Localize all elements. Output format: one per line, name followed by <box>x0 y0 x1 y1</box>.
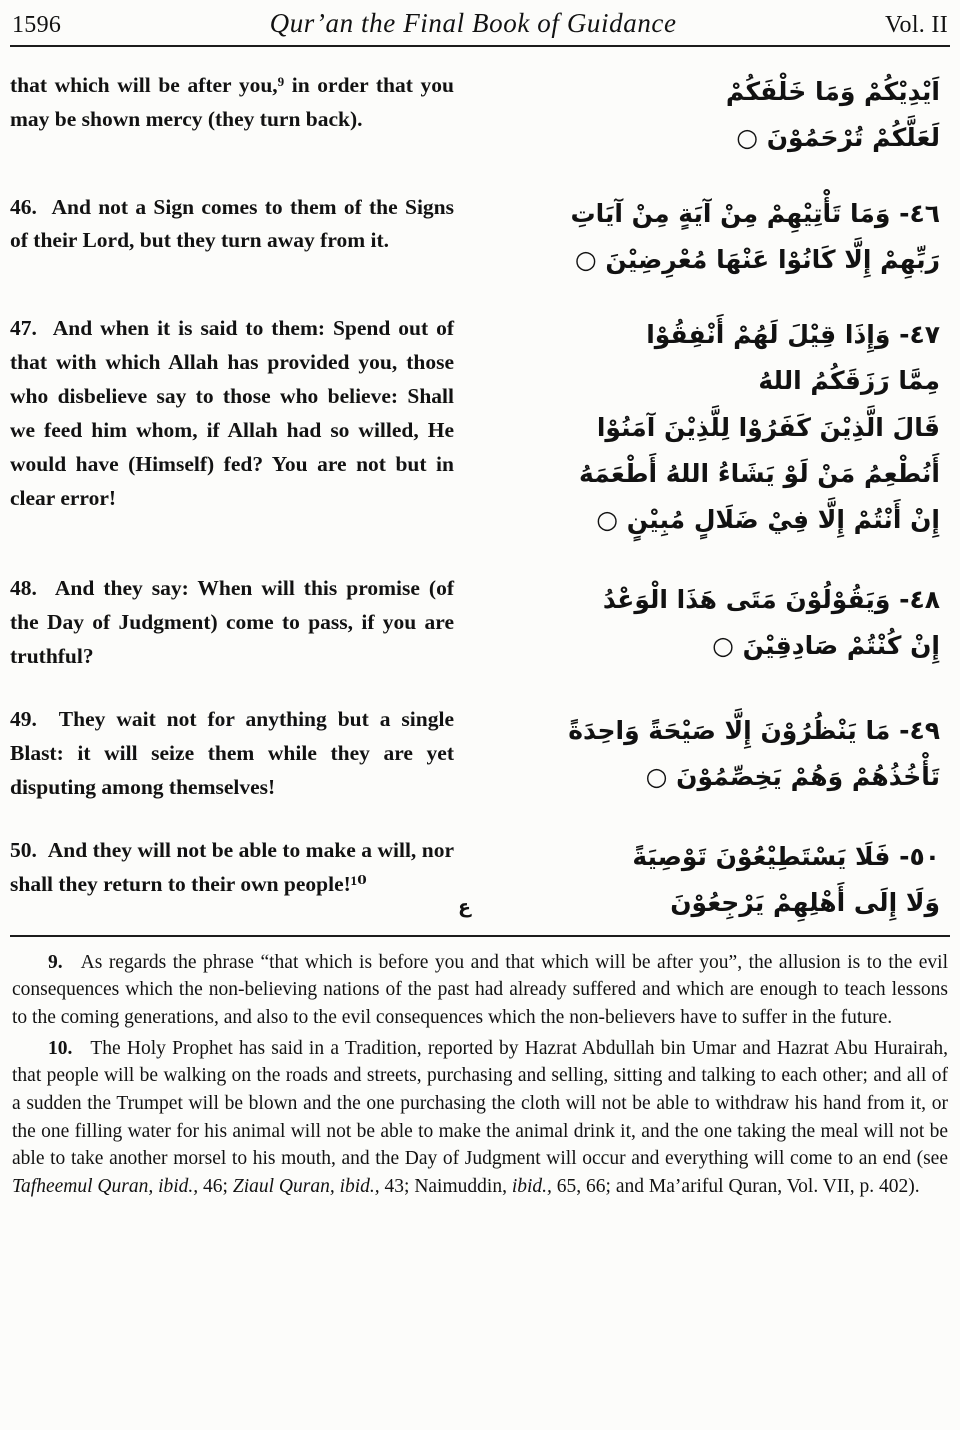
verse-row <box>10 69 950 162</box>
footnote-citation: ibid., <box>511 1176 552 1198</box>
arabic-line: وَلَا إِلَى أَهْلِهِمْ يَرْجِعُوْنَ ع <box>456 880 940 926</box>
verse-row <box>10 312 950 543</box>
footnote-citation: Tafheemul Quran, ibid., <box>12 1176 199 1198</box>
english-translation: 46. And not a Sign comes to them of the Signs of their Lord, but they turn away from it. <box>10 194 454 253</box>
english-translation: 49. They wait not for anything but a single Blast: it will seize them while they are yet disputing among themselves! <box>10 707 454 800</box>
english-translation: 47. And when it is said to them: Spend out of that with which Allah has provided you, those who disbelieve say to those who believe: Shall we feed him whom, if Allah had so willed, He would have (Himself) fed? You are not but in clear error! <box>10 316 454 510</box>
arabic-line: تَأْخُذُهُمْ وَهُمْ يَخِصِّمُوْنَ ○ <box>645 762 940 792</box>
arabic-line: لَعَلَّكُمْ تُرْحَمُوْنَ ○ <box>736 123 940 153</box>
arabic-line: إِنْ أَنْتُمْ إِلَّا فِيْ ضَلَالٍ مُبِيْنٍ ○ <box>596 505 940 534</box>
verse-list <box>10 47 950 927</box>
verse-row <box>10 191 950 284</box>
arabic-verse <box>454 577 950 670</box>
footnote <box>12 949 948 1032</box>
verse-row <box>10 703 950 805</box>
arabic-verse <box>454 834 950 927</box>
arabic-verse <box>454 191 950 284</box>
footnote-citation: Ziaul Quran, ibid., <box>232 1176 380 1198</box>
english-translation: 48. And they say: When will this promise (of the Day of Judgment) come to pass, if you are truthful? <box>10 576 454 669</box>
arabic-line: ٤٦- وَمَا تَأْتِيْهِمْ مِنْ آيَةٍ مِنْ آيَاتِ <box>570 198 940 228</box>
arabic-line: مِمَّا رَزَقَكُمُ اللهُ <box>758 366 940 396</box>
volume-label: Vol. II <box>885 12 948 38</box>
footnote-number: 10. <box>48 1037 73 1059</box>
arabic-line: اَيْدِيْكُمْ وَمَا خَلْفَكُمْ <box>725 77 940 106</box>
arabic-line: رَبِّهِمْ إِلَّا كَانُوْا عَنْهَا مُعْرِضِيْنَ ○ <box>574 244 940 274</box>
footnote-text: As regards the phrase “that which is before you and that which will be after you”, the allusion is to the evil consequences which the non-believing nations of the past had already suffered and which are enough to teach lessons to the coming generations, and also to the evil consequences which the non-believers have to suffer in the future. <box>12 951 948 1028</box>
footnote-number: 9. <box>48 951 63 973</box>
arabic-line: ٤٨- وَيَقُوْلُوْنَ مَتَى هَذَا الْوَعْدُ <box>602 584 940 614</box>
arabic-line: ٥٠- فَلَا يَسْتَطِيْعُوْنَ تَوْصِيَةً <box>632 842 940 872</box>
arabic-verse <box>454 69 950 162</box>
footnote-text: 65, 66; and Ma’ariful Quran, Vol. VII, p. 402). <box>551 1176 920 1198</box>
verse-row <box>10 834 950 927</box>
book-title: Qur’an the Final Book of Guidance <box>269 8 677 38</box>
arabic-line: أَنُطْعِمُ مَنْ لَوْ يَشَاءُ اللهُ أَطْعَمَهُ <box>578 458 940 488</box>
footnote-text: The Holy Prophet has said in a Tradition, reported by Hazrat Abdullah bin Umar and Hazrat Abu Hurairah, that people will be walking on the roads and streets, purchasing and selling, sitting and talking to each other; and all of a sudden the Trumpet will be blown and the one purchasing the cloth will not be able to withdraw his hand from it, or the one filling water for his animal will not be able to make the animal drink it, and the one taking the meal will not be able to take another morsel to his mouth, and the Day of Judgment will occur and everything will come to an end (see <box>12 1037 948 1170</box>
verse-row <box>10 572 950 674</box>
english-translation: 50. And they will not be able to make a will, nor shall they return to their own people!¹⁰ <box>10 838 454 897</box>
arabic-line: ٤٧- وَإِذَا قِيْلَ لَهُمْ أَنْفِقُوْا <box>646 320 940 349</box>
arabic-verse <box>454 708 950 801</box>
footnote-text: 43; Naimuddin, <box>379 1176 512 1198</box>
ruku-marker: ع <box>458 896 471 919</box>
page-number: 1596 <box>12 12 62 38</box>
english-translation: that which will be after you,⁹ in order that you may be shown mercy (they turn back). <box>10 73 454 131</box>
footnote <box>12 1035 948 1201</box>
page-header <box>10 4 950 47</box>
footnote-section <box>10 935 950 1201</box>
arabic-line: قَالَ الَّذِيْنَ كَفَرُوْا لِلَّذِيْنَ آمَنُوْا <box>596 412 940 442</box>
arabic-line: ٤٩- مَا يَنْظُرُوْنَ إِلَّا صَيْحَةً وَاحِدَةً <box>568 715 940 745</box>
footnote-text: 46; <box>198 1176 233 1198</box>
arabic-verse <box>454 312 950 543</box>
arabic-line: إِنْ كُنْتُمْ صَادِقِيْنَ ○ <box>712 631 940 661</box>
footnotes <box>12 949 948 1201</box>
